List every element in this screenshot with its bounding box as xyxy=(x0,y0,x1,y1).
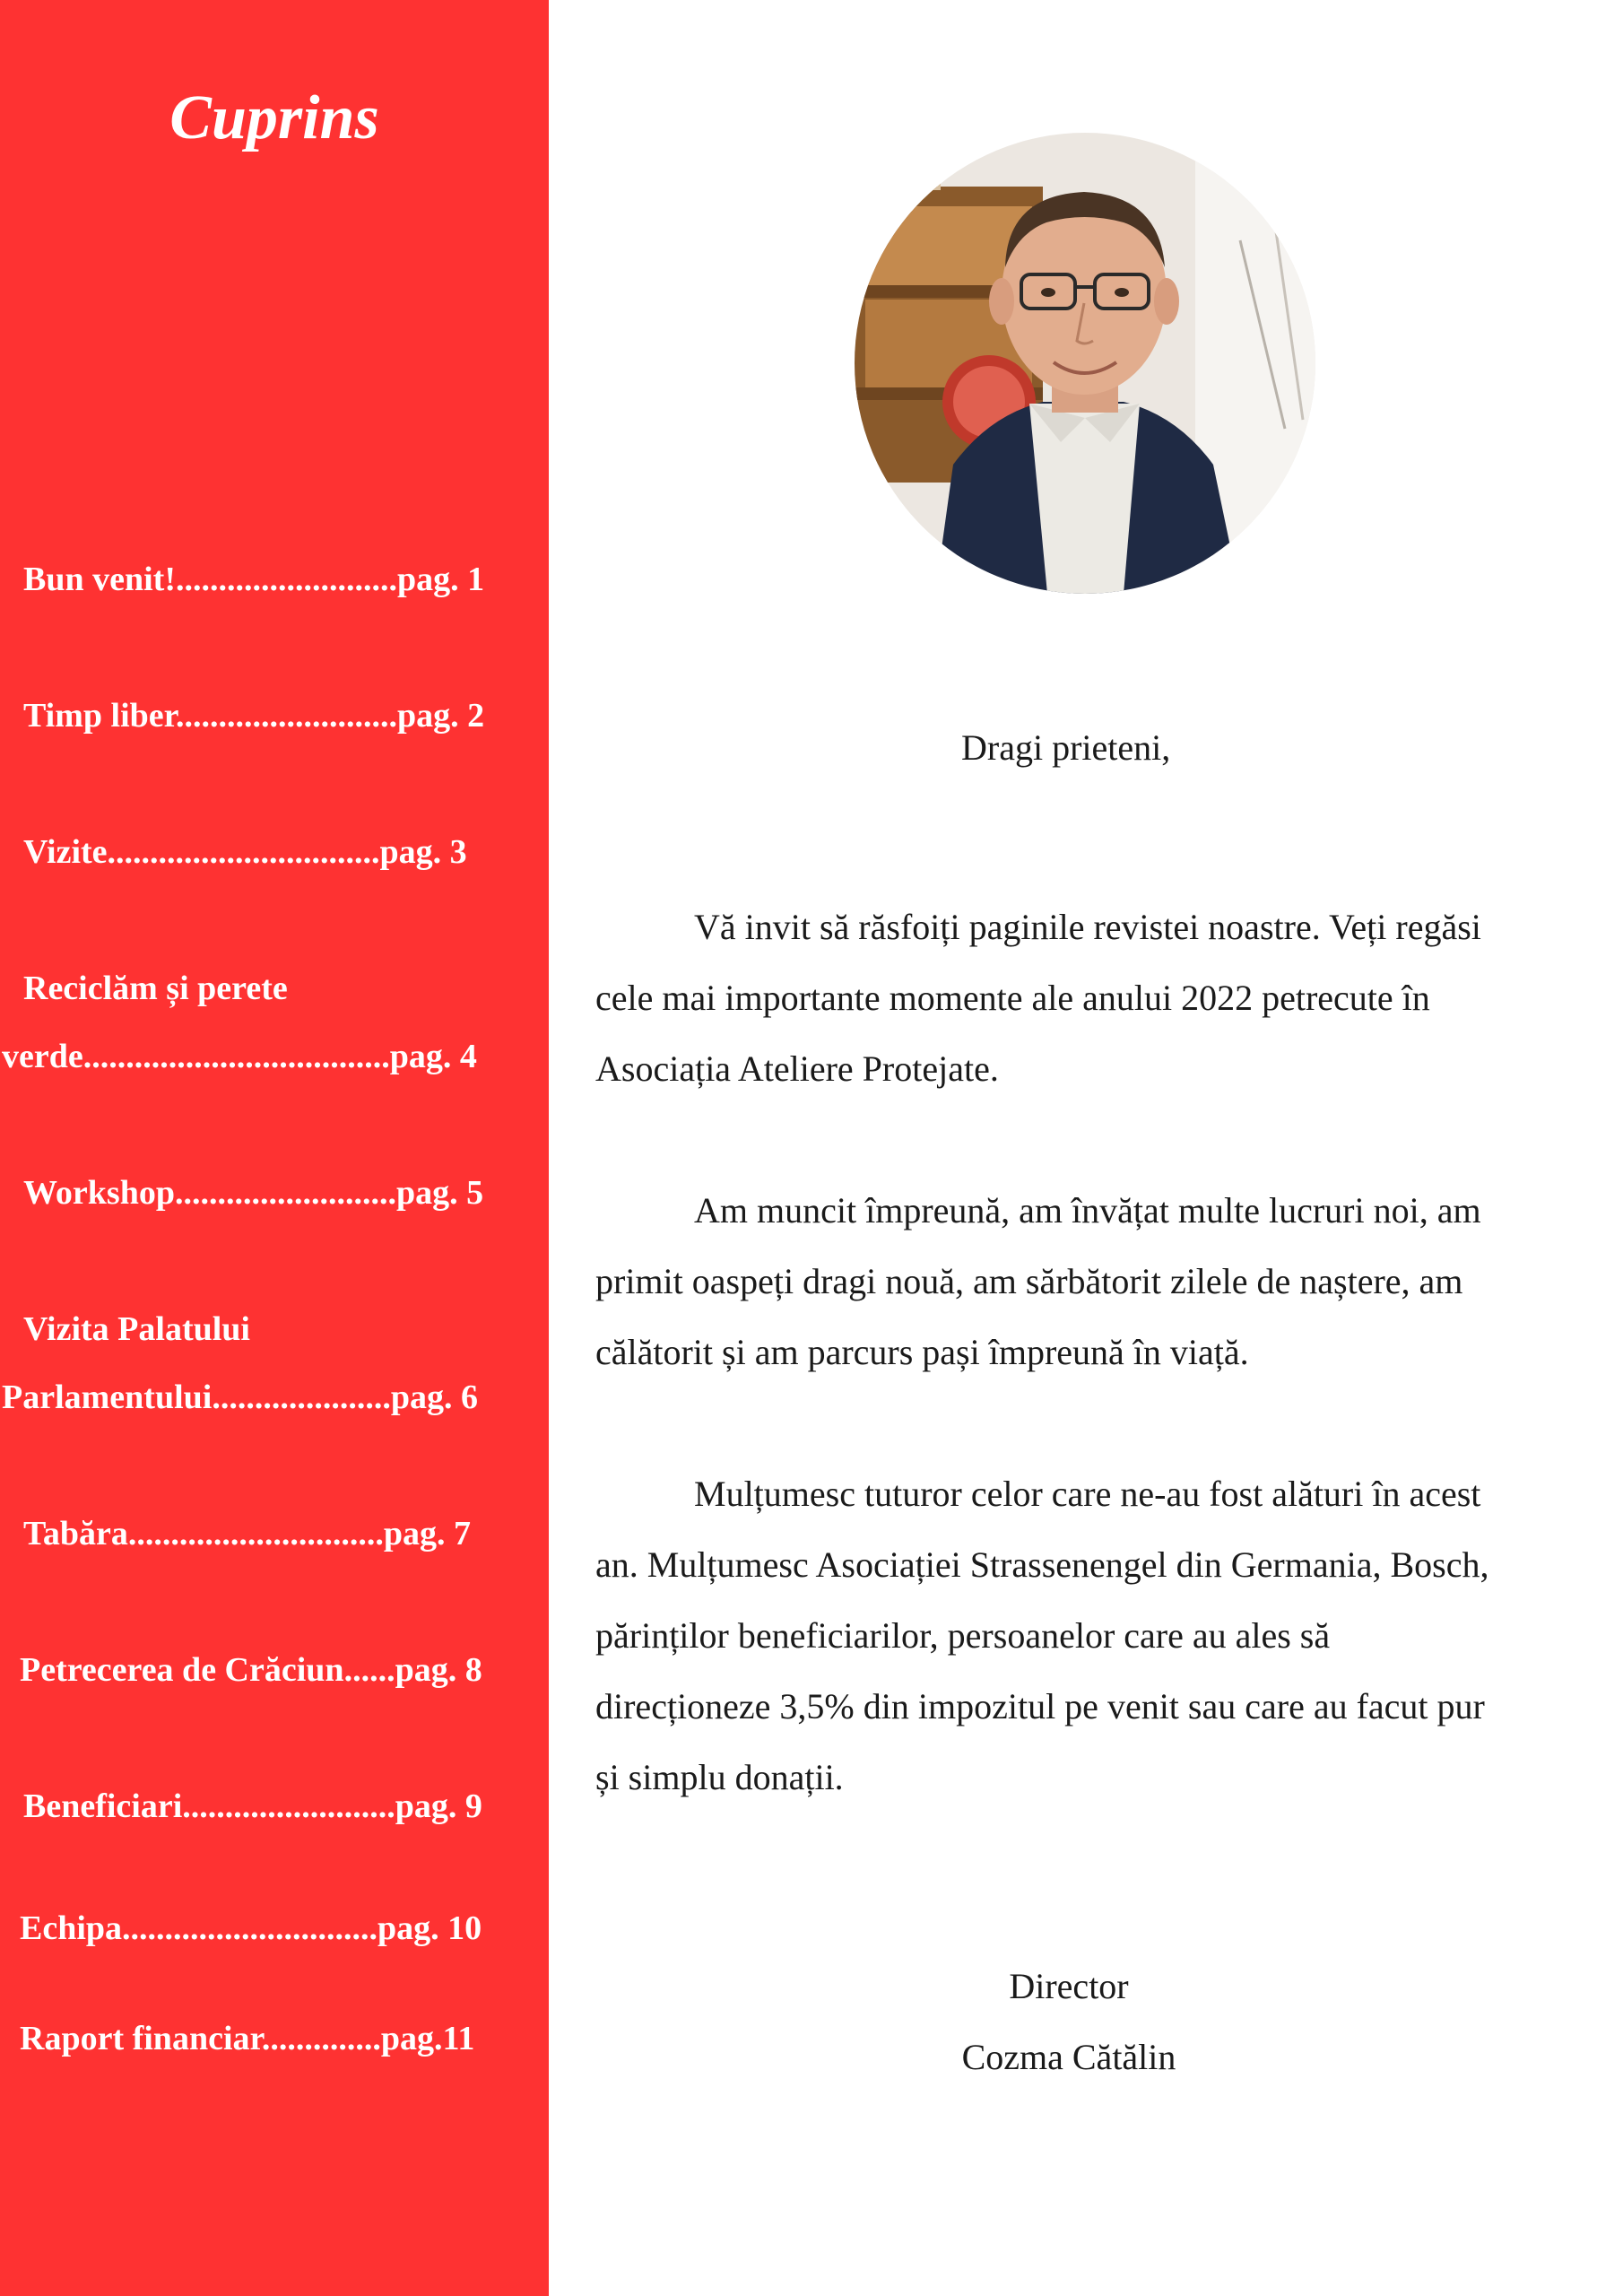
toc-entry-page: pag. 10 xyxy=(378,1909,482,1947)
toc-entry-beneficiari xyxy=(23,1786,482,1827)
toc-entry-tabara xyxy=(23,1513,471,1554)
paragraph-line: Vă invit să răsfoiți paginile revistei noastre. Veți regăsi xyxy=(694,907,1481,947)
paragraph-line: părinților beneficiarilor, persoanelor care au ales să xyxy=(595,1615,1331,1656)
letter-paragraph xyxy=(595,1458,1564,1813)
toc-entry-dots: .......................... xyxy=(175,561,397,598)
toc-entry-page: pag. 8 xyxy=(395,1651,482,1689)
paragraph-line: primit oaspeți dragi nouă, am sărbătorit zilele de naștere, am xyxy=(595,1261,1463,1301)
signature-name: Cozma Cătălin xyxy=(961,2037,1176,2077)
toc-entry-dots: ...... xyxy=(343,1651,395,1689)
toc-entry-dots: .......................... xyxy=(176,697,397,735)
paragraph-line: călătorit și am parcurs pași împreună în viață. xyxy=(595,1332,1249,1372)
toc-entry-page: pag. 1 xyxy=(396,561,485,598)
toc-entry-workshop xyxy=(23,1172,483,1213)
toc-entry-label: Workshop xyxy=(23,1174,175,1212)
toc-entry-label: Petrecerea de Crăciun xyxy=(20,1651,344,1689)
toc-entry-dots: ......................... xyxy=(182,1787,395,1825)
toc-entry-label: Beneficiari xyxy=(23,1787,183,1825)
toc-entry-dots: .............................. xyxy=(122,1909,378,1947)
toc-entry-dots: .......................... xyxy=(174,1174,396,1212)
toc-entry-dots: .............................. xyxy=(127,1515,384,1552)
toc-entry-raport xyxy=(20,2018,474,2059)
paragraph-line: direcționeze 3,5% din impozitul pe venit sau care au facut pur xyxy=(595,1686,1485,1726)
letter-paragraph xyxy=(595,1175,1564,1387)
toc-entry-dots: .................................... xyxy=(82,1038,390,1075)
paragraph-line: Am muncit împreună, am învățat multe lucruri noi, am xyxy=(694,1190,1481,1231)
toc-entry-dots: ..................... xyxy=(212,1378,391,1416)
signature-role: Director xyxy=(1009,1966,1129,2006)
toc-entry-vizite xyxy=(23,831,467,873)
toc-entry-timp-liber xyxy=(23,695,484,736)
toc-entry-page: pag. 5 xyxy=(395,1174,484,1212)
toc-entry-label: Parlamentului xyxy=(2,1378,213,1416)
table-of-contents xyxy=(0,0,549,2296)
paragraph-line: Mulțumesc tuturor celor care ne-au fost alături în acest xyxy=(694,1474,1481,1514)
toc-entry-continuation xyxy=(2,1377,478,1418)
toc-entry-label: Vizita Palatului xyxy=(23,1310,250,1348)
toc-entry-label: Raport financiar xyxy=(20,2020,262,2057)
toc-entry-page: pag. 3 xyxy=(379,833,467,871)
toc-entry-bun-venit xyxy=(23,559,484,600)
toc-entry-page: pag.11 xyxy=(380,2020,475,2057)
toc-entry-echipa xyxy=(20,1908,482,1949)
toc-entry-page: pag. 6 xyxy=(390,1378,478,1416)
director-portrait xyxy=(855,133,1315,594)
toc-entry-craciun xyxy=(20,1649,482,1691)
toc-entry-continuation xyxy=(2,1036,477,1077)
toc-entry-label: verde xyxy=(2,1038,83,1075)
paragraph-line: an. Mulțumesc Asociației Strassenengel din Germania, Bosch, xyxy=(595,1544,1489,1585)
toc-entry-label: Reciclăm și perete xyxy=(23,970,288,1007)
toc-entry-label: Timp liber xyxy=(23,697,176,735)
paragraph-line: cele mai importante momente ale anului 2022 petrecute în xyxy=(595,978,1430,1018)
toc-entry-label: Bun venit! xyxy=(23,561,176,598)
toc-entry-page: pag. 9 xyxy=(395,1787,482,1825)
toc-entry-dots: ................................ xyxy=(107,833,380,871)
greeting: Dragi prieteni, xyxy=(961,727,1171,768)
paragraph-line: și simplu donații. xyxy=(595,1757,844,1797)
toc-entry-page: pag. 7 xyxy=(383,1515,471,1552)
toc-entry-page: pag. 4 xyxy=(389,1038,477,1075)
toc-entry-dots: .............. xyxy=(261,2020,381,2057)
toc-entry-label: Vizite xyxy=(23,833,108,871)
paragraph-line: Asociația Ateliere Protejate. xyxy=(595,1048,999,1089)
toc-title: Cuprins xyxy=(169,83,379,152)
letter-paragraph xyxy=(595,891,1564,1104)
toc-entry-label: Echipa xyxy=(20,1909,123,1947)
toc-entry-label: Tabăra xyxy=(23,1515,128,1552)
toc-entry-page: pag. 2 xyxy=(397,697,485,735)
